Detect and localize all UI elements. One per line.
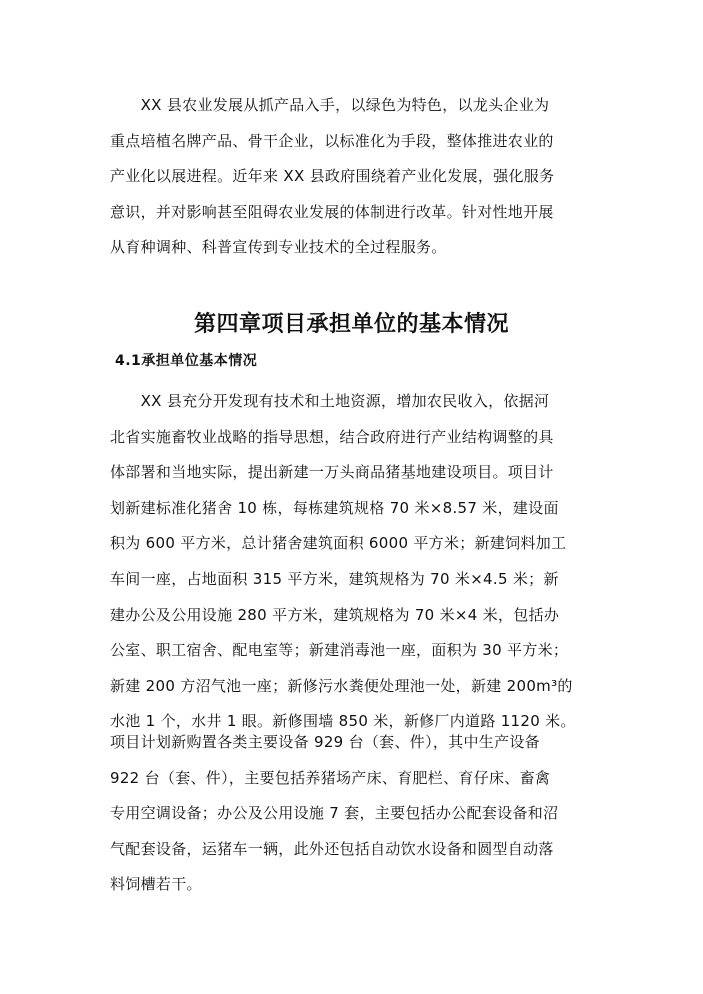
section-heading: 4.1承担单位基本情况 — [115, 353, 258, 369]
paragraph-line: XX 县充分开发现有技术和土地资源，增加农民收入，依据河 — [110, 392, 550, 410]
paragraph-line: 北省实施畜牧业战略的指导思想，结合政府进行产业结构调整的具 — [110, 427, 554, 446]
paragraph-line: 建办公及公用设施 280 平方米，建筑规格为 70 米×4 米，包括办 — [110, 605, 560, 624]
paragraph-line: 专用空调设备；办公及公用设施 7 套，主要包括办公配套设备和沼 — [110, 804, 559, 823]
paragraph-line: 意识，并对影响甚至阻碍农业发展的体制进行改革。针对性地开展 — [110, 202, 554, 221]
paragraph-line: 积为 600 平方米，总计猪舍建筑面积 6000 平方米；新建饲料加工 — [110, 534, 567, 553]
intro-paragraph — [110, 88, 590, 266]
paragraph-line: 922 台（套、件），主要包括养猪场产床、育肥栏、育仔床、畜禽 — [110, 768, 551, 787]
paragraph-line: 料饲槽若干。 — [110, 875, 202, 894]
paragraph-line: 项目计划新购置各类主要设备 929 台（套、件），其中生产设备 — [110, 733, 540, 751]
paragraph-line: 新建 200 方沼气池一座；新修污水粪便处理池一处，新建 200m³的 — [110, 676, 573, 695]
section-body-paragraph — [110, 384, 590, 740]
paragraph-line: 重点培植名牌产品、骨干企业，以标准化为手段，整体推进农业的 — [110, 131, 554, 150]
paragraph-line: XX 县农业发展从抓产品入手，以绿色为特色，以龙头企业为 — [110, 96, 550, 114]
paragraph-line: 从育种调种、科普宣传到专业技术的全过程服务。 — [110, 238, 447, 257]
paragraph-line: 气配套设备，运猪车一辆，此外还包括自动饮水设备和圆型自动落 — [110, 839, 554, 858]
chapter-title: 第四章项目承担单位的基本情况 — [193, 311, 509, 337]
equipment-paragraph — [110, 725, 590, 903]
paragraph-line: 车间一座，占地面积 315 平方米，建筑规格为 70 米×4.5 米；新 — [110, 569, 559, 588]
paragraph-line: 体部署和当地实际，提出新建一万头商品猪基地建设项目。项目计 — [110, 463, 554, 482]
paragraph-line: 公室、职工宿舍、配电室等；新建消毒池一座，面积为 30 平方米； — [110, 641, 569, 660]
paragraph-line: 水池 1 个，水井 1 眼。新修围墙 850 米，新修厂内道路 1120 米。 — [110, 712, 576, 731]
paragraph-line: 产业化以展进程。近年来 XX 县政府围绕着产业化发展，强化服务 — [110, 167, 555, 186]
paragraph-line: 划新建标准化猪舍 10 栋，每栋建筑规格 70 米×8.57 米，建设面 — [110, 498, 559, 517]
